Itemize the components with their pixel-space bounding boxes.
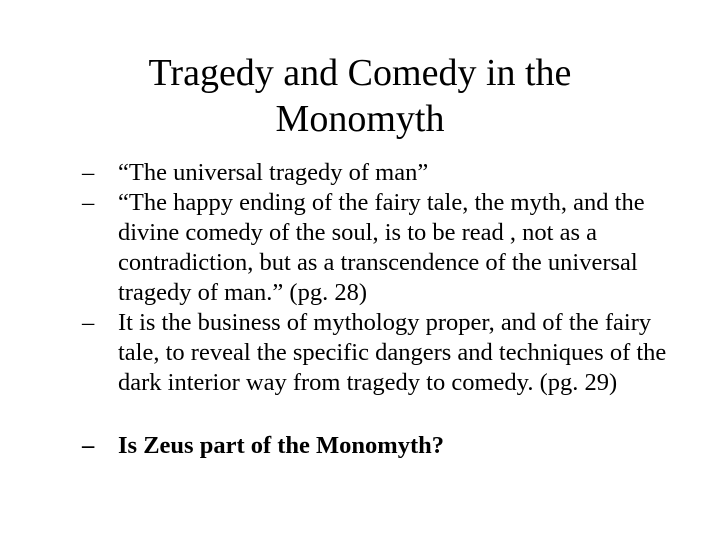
bullet-item: [82, 158, 682, 188]
slide-title-line-1: Tragedy and Comedy in the: [148, 52, 572, 94]
bullet-dash: –: [82, 432, 95, 459]
bullet-dash: –: [82, 189, 95, 216]
bullet-item: [82, 188, 682, 308]
bullet-text: Is Zeus part of the Monomyth?: [118, 432, 444, 459]
bullet-text: “The happy ending of the fairy tale, the myth, and the divine comedy of the soul, is to be read , not as a contradiction, but as a transcendence of the universal tragedy of man.” (pg. 28): [118, 189, 645, 306]
bullet-dash: –: [82, 309, 95, 336]
bullet-dash: –: [82, 159, 95, 186]
bullet-item: [82, 308, 682, 398]
slide-title: [60, 50, 660, 142]
bullet-item-question: [82, 431, 682, 461]
bullet-list: [82, 158, 682, 461]
bullet-text: “The universal tragedy of man”: [118, 159, 429, 186]
bullet-text: It is the business of mythology proper, and of the fairy tale, to reveal the specific dangers and techniques of the dark interior way from tragedy to comedy. (pg. 29): [118, 309, 667, 396]
slide-title-line-2: Monomyth: [275, 98, 445, 140]
